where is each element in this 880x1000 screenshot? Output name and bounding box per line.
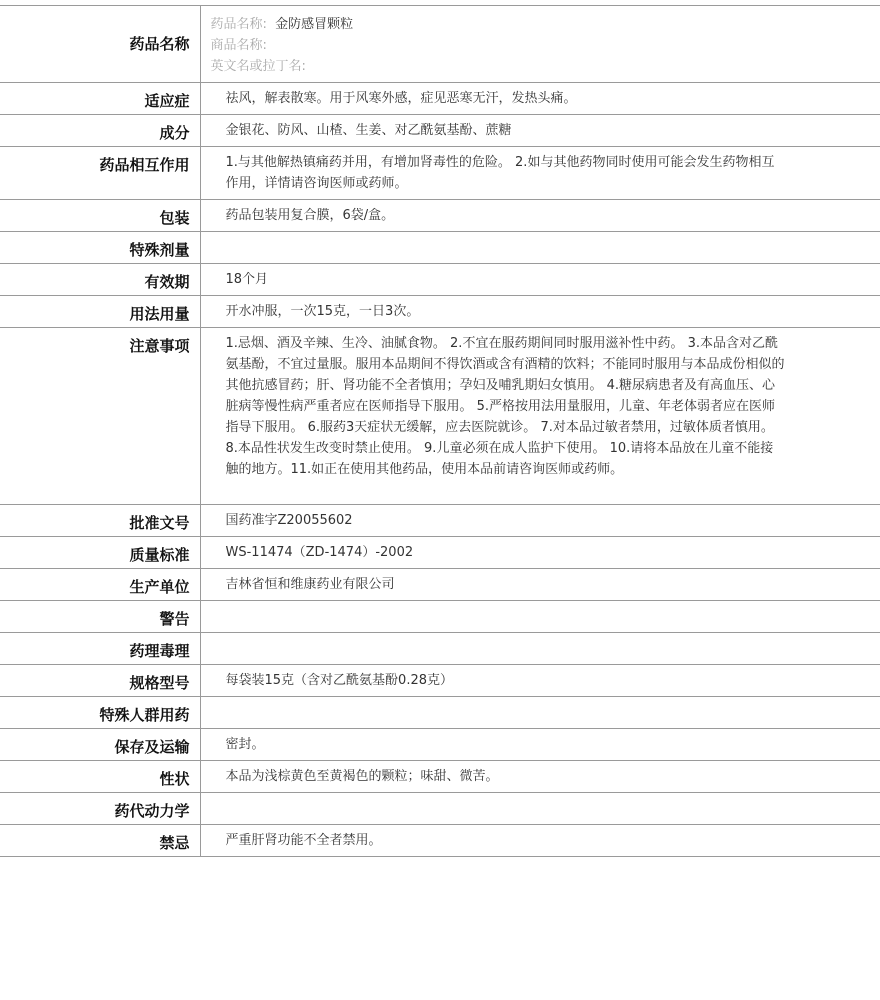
drug-info-sheet: [0, 5, 880, 857]
row-validity: [0, 264, 880, 296]
row-ingredients: [0, 115, 880, 147]
row-value: 祛风，解表散寒。用于风寒外感，症见恶寒无汗，发热头痛。: [200, 83, 880, 115]
row-label: 药理毒理: [0, 633, 200, 665]
row-label: 批准文号: [0, 505, 200, 537]
row-drug-name: [0, 6, 880, 83]
row-label: 注意事项: [0, 328, 200, 505]
row-value: [200, 633, 880, 665]
row-value: [200, 601, 880, 633]
row-label: 规格型号: [0, 665, 200, 697]
row-manufacturer: [0, 569, 880, 601]
row-value: 1.与其他解热镇痛药并用，有增加肾毒性的危险。 2.如与其他药物同时使用可能会发生药物相互作用，详情请咨询医师或药师。: [200, 147, 880, 200]
row-label: 适应症: [0, 83, 200, 115]
row-pharmacokinetics: [0, 793, 880, 825]
row-description: [0, 761, 880, 793]
row-label: 禁忌: [0, 825, 200, 857]
row-storage: [0, 729, 880, 761]
row-label: 用法用量: [0, 296, 200, 328]
trade-name-key: 商品名称:: [210, 38, 267, 53]
generic-name-line: [211, 14, 871, 35]
english-name-key: 英文名或拉丁名:: [210, 59, 306, 74]
row-value: 金银花、防风、山楂、生姜、对乙酰氨基酚、蔗糖: [200, 115, 880, 147]
row-value: [200, 232, 880, 264]
row-value: 本品为浅棕黄色至黄褐色的颗粒；味甜、微苦。: [200, 761, 880, 793]
row-label: 特殊剂量: [0, 232, 200, 264]
row-label: 包装: [0, 200, 200, 232]
row-value: [200, 697, 880, 729]
row-spec: [0, 665, 880, 697]
row-value: 1.忌烟、酒及辛辣、生冷、油腻食物。 2.不宜在服药期间同时服用滋补性中药。 3.本品含对乙酰氨基酚，不宜过量服。服用本品期间不得饮酒或含有酒精的饮料；不能同时服用与本品成份相似的其他抗感冒药；肝、肾功能不全者慎用；孕妇及哺乳期妇女慎用。 4.糖尿病患者及有高血压、心脏病等慢性病严重者应在医师指导下服用。 5.严格按用法用量服用，儿童、年老体弱者应在医师指导下服用。 6.服药3天症状无缓解，应去医院就诊。 7.对本品过敏者禁用，过敏体质者慎用。 8.本品性状发生改变时禁止使用。 9.儿童必须在成人监护下使用。 10.请将本品放在儿童不能接触的地方。11.如正在使用其他药品，使用本品前请咨询医师或药师。: [200, 328, 880, 505]
row-label: 警告: [0, 601, 200, 633]
row-standard: [0, 537, 880, 569]
drug-name-values: [200, 6, 880, 83]
row-value: 严重肝肾功能不全者禁用。: [200, 825, 880, 857]
row-interaction: [0, 147, 880, 200]
row-contraindication: [0, 825, 880, 857]
row-label: 有效期: [0, 264, 200, 296]
english-name-line: [211, 56, 871, 77]
row-value: 开水冲服，一次15克，一日3次。: [200, 296, 880, 328]
row-approval: [0, 505, 880, 537]
row-value: 每袋装15克（含对乙酰氨基酚0.28克）: [200, 665, 880, 697]
generic-name-value: 金防感冒颗粒: [275, 17, 354, 32]
row-value: [200, 793, 880, 825]
row-pharmacology: [0, 633, 880, 665]
row-label: 药品相互作用: [0, 147, 200, 200]
row-label: 药品名称: [0, 6, 200, 83]
row-value: 密封。: [200, 729, 880, 761]
row-value: 18个月: [200, 264, 880, 296]
row-label: 药代动力学: [0, 793, 200, 825]
row-usage: [0, 296, 880, 328]
row-value: 国药准字Z20055602: [200, 505, 880, 537]
row-package: [0, 200, 880, 232]
row-value: 吉林省恒和维康药业有限公司: [200, 569, 880, 601]
row-label: 生产单位: [0, 569, 200, 601]
row-indication: [0, 83, 880, 115]
trade-name-line: [211, 35, 871, 56]
generic-name-key: 药品名称:: [210, 17, 267, 32]
row-warning: [0, 601, 880, 633]
row-label: 保存及运输: [0, 729, 200, 761]
row-special-dose: [0, 232, 880, 264]
drug-info-table: [0, 5, 880, 857]
row-value: WS-11474（ZD-1474）-2002: [200, 537, 880, 569]
row-special-population: [0, 697, 880, 729]
row-label: 性状: [0, 761, 200, 793]
row-label: 成分: [0, 115, 200, 147]
row-label: 特殊人群用药: [0, 697, 200, 729]
row-value: 药品包装用复合膜，6袋/盒。: [200, 200, 880, 232]
row-notes: [0, 328, 880, 505]
row-label: 质量标准: [0, 537, 200, 569]
